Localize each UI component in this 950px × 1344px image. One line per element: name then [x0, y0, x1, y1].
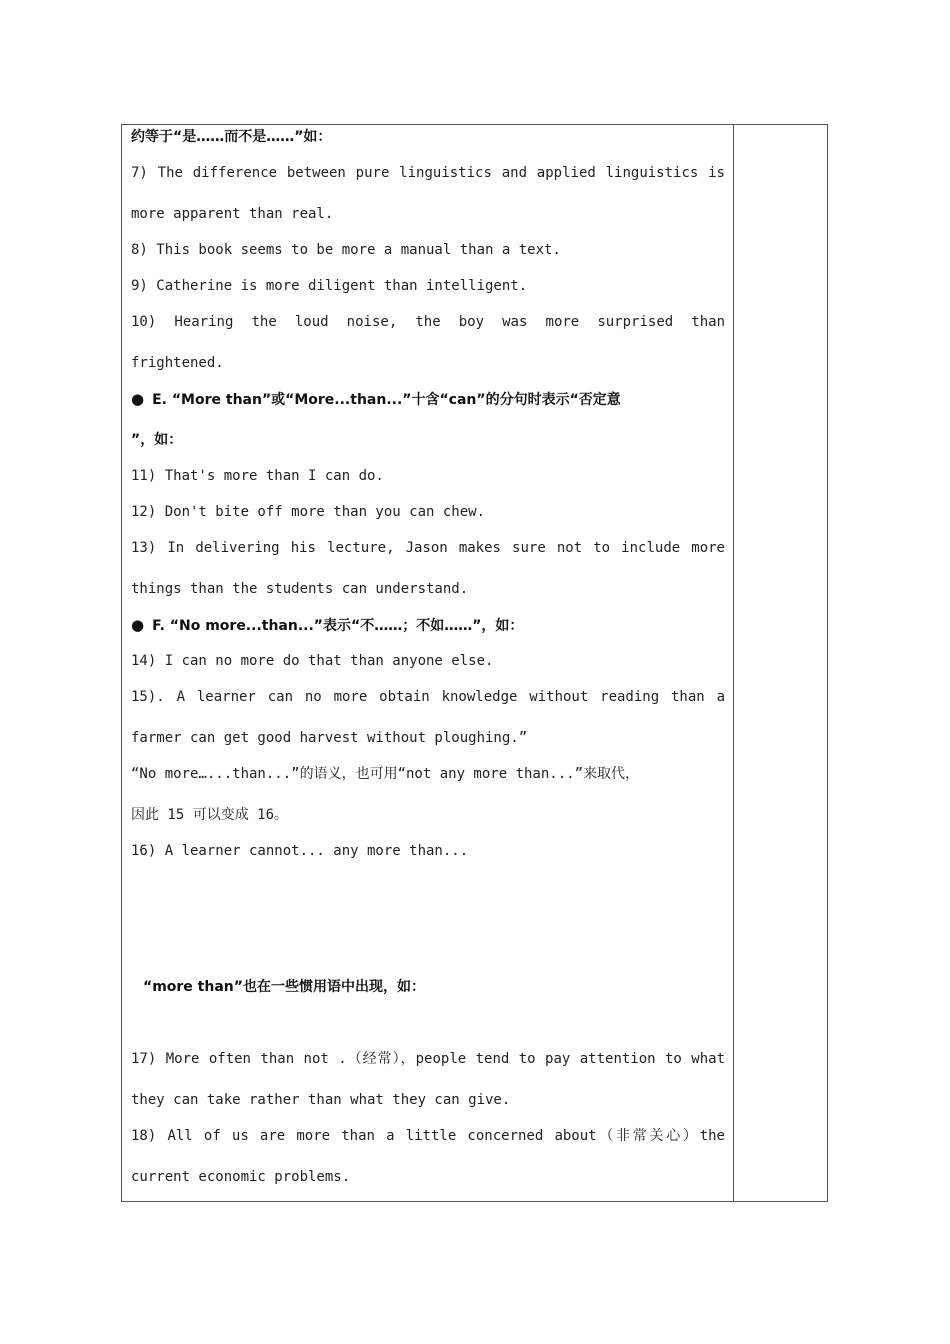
text-line-intro: 约等于“是……而不是……”如：	[131, 129, 332, 145]
note-line-1: “No more…...than...”的语义，也可用“not any more than...”来取代，	[131, 766, 640, 782]
table-column-divider	[733, 124, 734, 1202]
section-e-heading-cont: ”，如：	[131, 432, 183, 448]
example-8: 8) This book seems to be more a manual than a text.	[131, 242, 561, 258]
example-14: 14) I can no more do that than anyone else.	[131, 653, 494, 669]
bullet-icon: ●	[131, 616, 145, 634]
example-12: 12) Don't bite off more than you can chew.	[131, 504, 486, 520]
example-11: 11) That's more than I can do.	[131, 468, 384, 484]
section-e-heading	[131, 390, 725, 409]
bullet-icon: ●	[131, 390, 145, 408]
example-18-line-1: 18) All of us are more than a little concerned about（非常关心）the	[131, 1128, 725, 1144]
example-17-line-2: they can take rather than what they can give.	[131, 1092, 511, 1108]
example-7-line-1: 7) The difference between pure linguistics and applied linguistics is	[131, 165, 725, 181]
example-17-line-1: 17) More often than not .（经常），people tend to pay attention to what	[131, 1051, 725, 1067]
example-13-line-2: things than the students can understand.	[131, 581, 469, 597]
section-f-text: F. “No more...than...”表示“不……；不如……”，如：	[152, 618, 524, 634]
example-9: 9) Catherine is more diligent than intelligent.	[131, 278, 528, 294]
example-15-line-1: 15). A learner can no more obtain knowledge without reading than a	[131, 689, 725, 705]
example-15-line-2: farmer can get good harvest without ploughing.”	[131, 730, 528, 746]
example-7-line-2: more apparent than real.	[131, 206, 334, 222]
example-16: 16) A learner cannot... any more than...	[131, 843, 469, 859]
example-13-line-1: 13) In delivering his lecture, Jason makes sure not to include more	[131, 540, 725, 556]
example-10-line-1: 10) Hearing the loud noise, the boy was more surprised than	[131, 314, 725, 330]
section-e-text: E. “More than”或“More...than...”十含“can”的分句时表示“否定意	[152, 392, 621, 408]
example-10-line-2: frightened.	[131, 355, 224, 371]
idiom-heading: “more than”也在一些惯用语中出现，如：	[143, 979, 425, 995]
note-line-2: 因此 15 可以变成 16。	[131, 807, 289, 823]
section-f-heading	[131, 616, 725, 635]
example-18-line-2: current economic problems.	[131, 1169, 351, 1185]
